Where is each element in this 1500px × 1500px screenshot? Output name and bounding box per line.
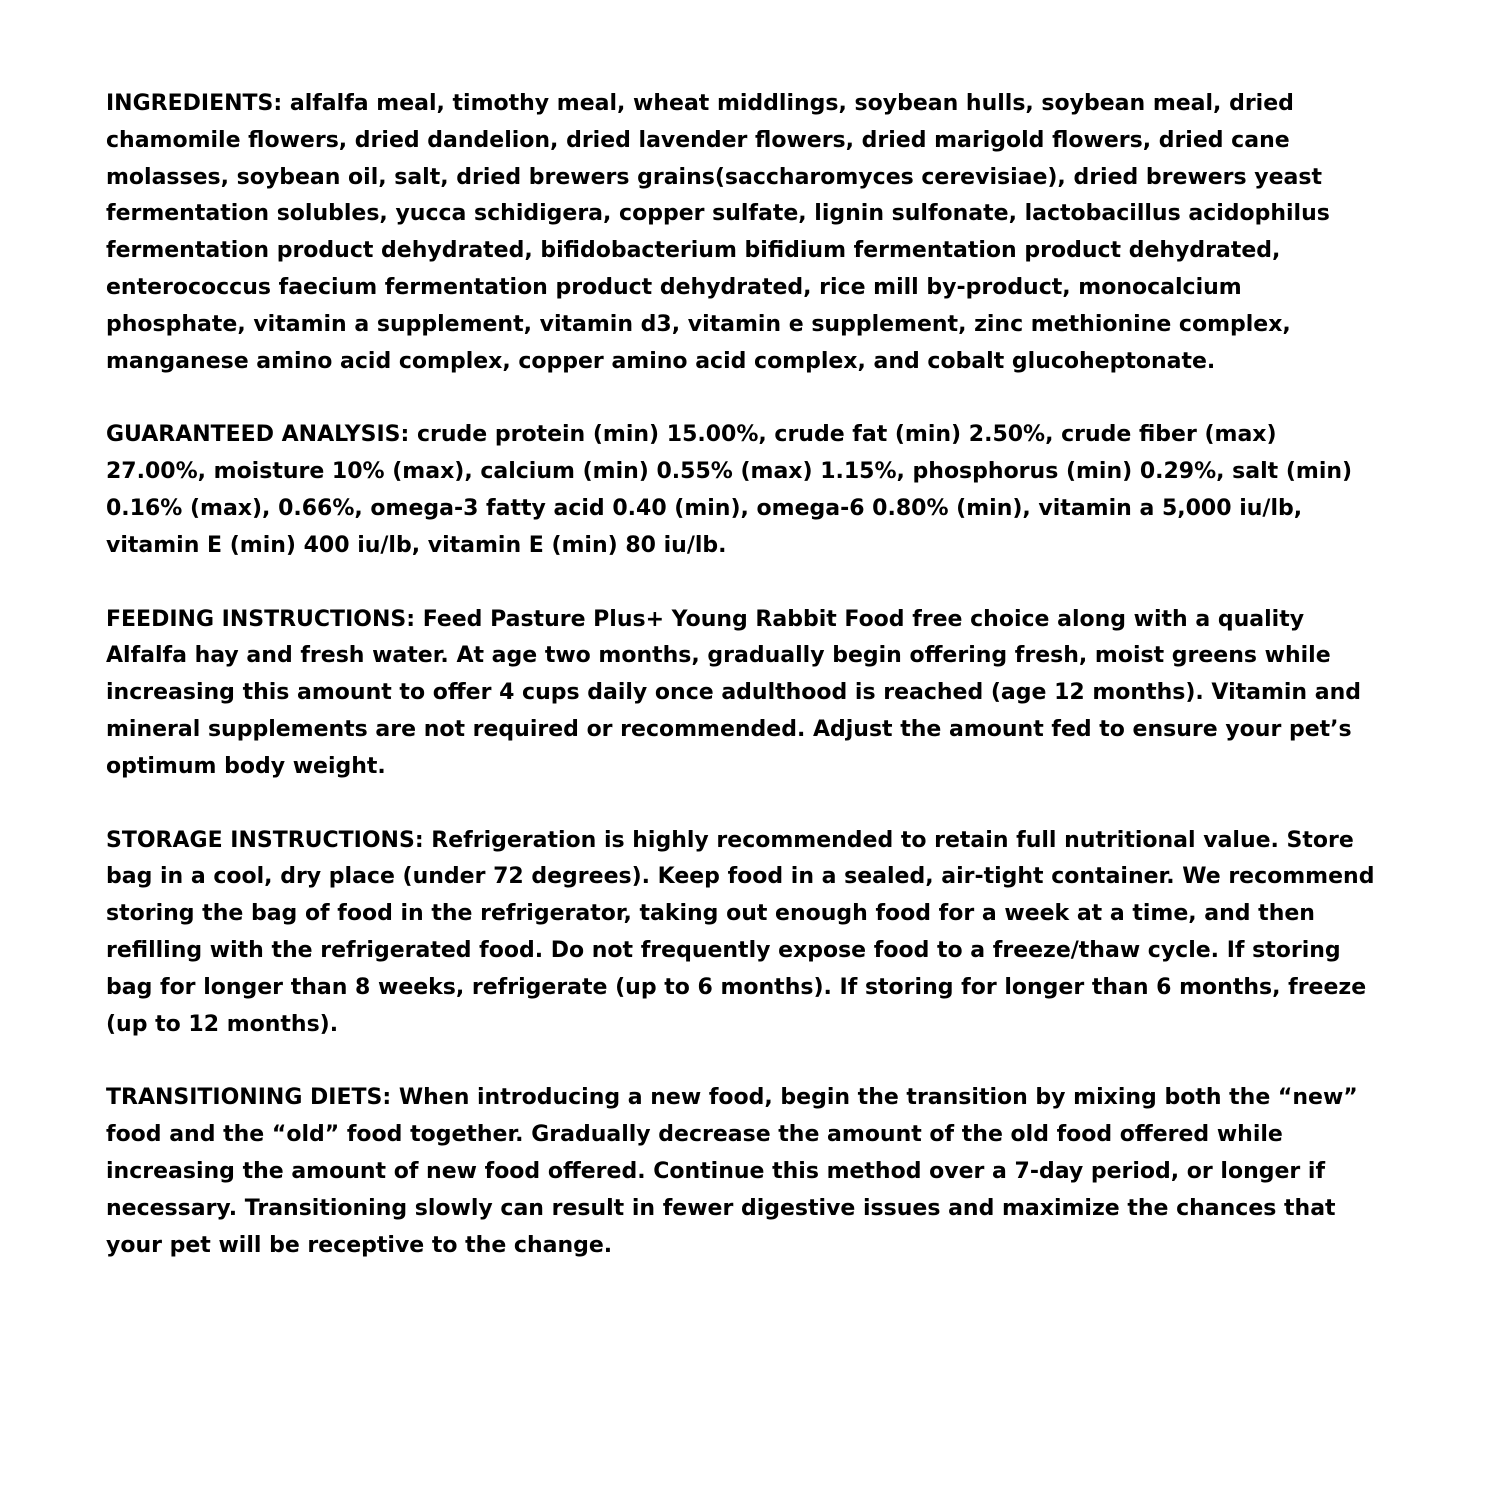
storage-instructions-section bbox=[106, 823, 1386, 1044]
feeding-instructions-heading: FEEDING INSTRUCTIONS: bbox=[106, 606, 416, 632]
document-page bbox=[106, 86, 1386, 1301]
feeding-instructions-section bbox=[106, 602, 1386, 786]
ingredients-heading: INGREDIENTS: bbox=[106, 91, 283, 116]
feeding-instructions-text: Feed Pasture Plus+ Young Rabbit Food free choice along with a quality Alfalfa hay and fresh water. At age two months, gradually begin offering fresh, moist greens while increasing this amount to offer 4 cups daily once adulthood is reached (age 12 months). Vitamin and mineral supplements are not required or recommended. Adjust the amount fed to ensure your pet’s optimum body weight. bbox=[106, 606, 1362, 779]
storage-instructions-text: Refrigeration is highly recommended to retain full nutritional value. Store bag in a cool, dry place (under 72 degrees). Keep food in a sealed, air-tight container. We recommend storing the bag of food in the refrigerator, taking out enough food for a week at a time, and then refilling with the refrigerated food. Do not frequently expose food to a freeze/thaw cycle. If storing bag for longer than 8 weeks, refrigerate (up to 6 months). If storing for longer than 6 months, freeze (up to 12 months). bbox=[106, 827, 1375, 1037]
guaranteed-analysis-section bbox=[106, 417, 1386, 564]
storage-instructions-heading: STORAGE INSTRUCTIONS: bbox=[106, 827, 424, 853]
guaranteed-analysis-heading: GUARANTEED ANALYSIS: bbox=[106, 422, 410, 448]
transitioning-diets-text: When introducing a new food, begin the transition by mixing both the “new” food and the “old” food together. Gradually decrease the amount of the old food offered while increasing the amount of new food offered. Continue this method over a 7-day period, or longer if necessary. Transitioning slowly can result in fewer digestive issues and maximize the chances that your pet will be receptive to the change. bbox=[106, 1085, 1358, 1258]
ingredients-text: alfalfa meal, timothy meal, wheat middlings, soybean hulls, soybean meal, dried chamomile flowers, dried dandelion, dried lavender flowers, dried marigold flowers, dried cane molasses, soybean oil, salt, dried brewers grains(saccharomyces cerevisiae), dried brewers yeast fermentation solubles, yucca schidigera, copper sulfate, lignin sulfonate, lactobacillus acidophilus fermentation product dehydrated, bifidobacterium bifidium fermentation product dehydrated, enterococcus faecium fermentation product dehydrated, rice mill by-product, monocalcium phosphate, vitamin a supplement, vitamin d3, vitamin e supplement, zinc methionine complex, manganese amino acid complex, copper amino acid complex, and cobalt glucoheptonate. bbox=[106, 91, 1330, 374]
transitioning-diets-section bbox=[106, 1080, 1386, 1264]
guaranteed-analysis-text: crude protein (min) 15.00%, crude fat (min) 2.50%, crude fiber (max) 27.00%, moisture 10% (max), calcium (min) 0.55% (max) 1.15%, phosphorus (min) 0.29%, salt (min) 0.16% (max), 0.66%, omega-3 fatty acid 0.40 (min), omega-6 0.80% (min), vitamin a 5,000 iu/lb, vitamin E (min) 400 iu/lb, vitamin E (min) 80 iu/lb. bbox=[106, 422, 1353, 558]
ingredients-section bbox=[106, 86, 1386, 380]
transitioning-diets-heading: TRANSITIONING DIETS: bbox=[106, 1085, 392, 1111]
